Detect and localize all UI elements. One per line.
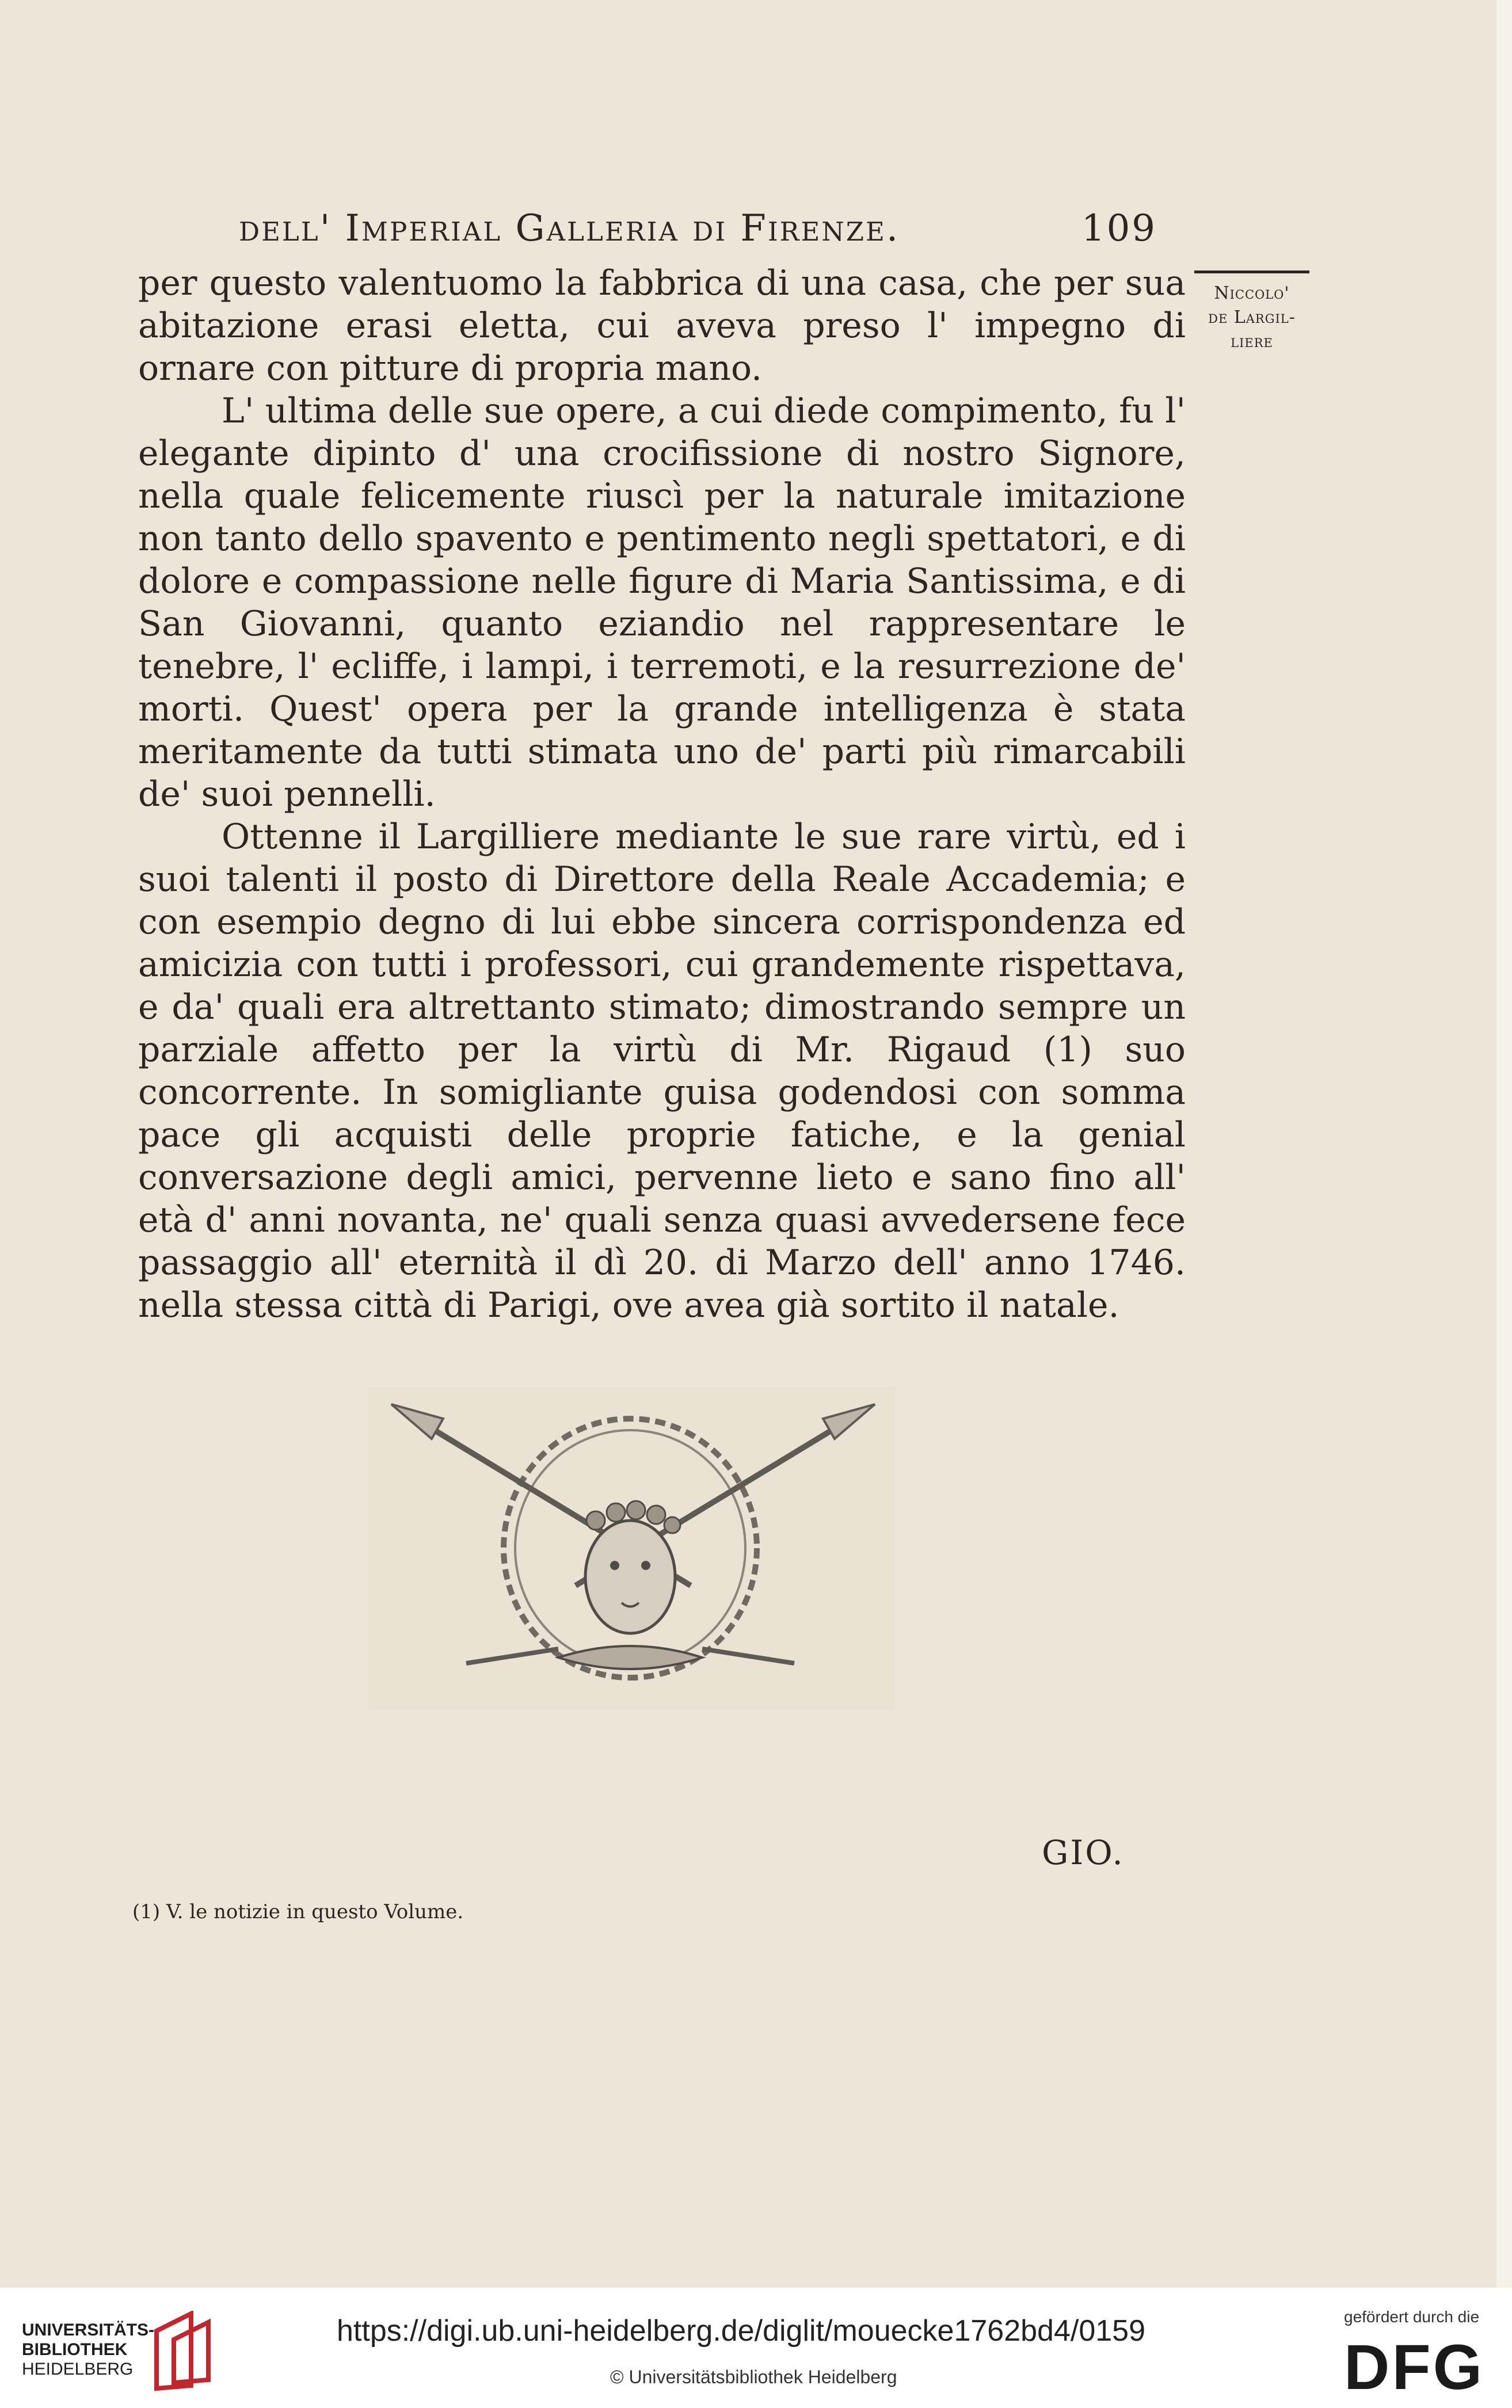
marginal-note-line1: Niccolo'	[1214, 283, 1290, 303]
library-name-line3: HEIDELBERG	[22, 2360, 134, 2379]
library-name-line2: BIBLIOTHEK	[22, 2340, 128, 2359]
marginal-note-line3: liere	[1231, 332, 1273, 352]
body-text	[138, 262, 1186, 1327]
tailpiece-vignette	[368, 1387, 895, 1709]
running-title: dell' Imperial Galleria di Firenze.	[239, 207, 900, 250]
page-number: 109	[1081, 207, 1157, 250]
library-name-line1: UNIVERSITÄTS-	[22, 2321, 155, 2340]
library-logo-icon[interactable]	[151, 2311, 214, 2391]
paragraph-1: per questo valentuomo la fabbrica di una casa, che per sua abitazione erasi eletta, cui aveva preso l' impegno di ornare con pitture di propria mano.	[138, 263, 1186, 388]
footnote: (1) V. le notizie in questo Volume.	[132, 1900, 464, 1923]
marginal-note	[1191, 270, 1312, 354]
library-name	[22, 2321, 154, 2379]
dfg-logo[interactable]: DFG	[1344, 2332, 1485, 2403]
catchword: GIO.	[1042, 1833, 1125, 1872]
marginal-note-line2: de Largil-	[1208, 307, 1296, 327]
funder-label: gefördert durch die	[1344, 2308, 1480, 2326]
paragraph-3: Ottenne il Largilliere mediante le sue rare virtù, ed i suoi talenti il posto di Direttore della Reale Accademia; e con esempio degno di lui ebbe sincera corrispondenza ed amicizia con tutti i professori, cui grandemente rispettava, e da' quali era altrettanto stimato; dimostrando sempre un parziale affetto per la virtù di Mr. Rigaud (1) suo concorrente. In somigliante guisa godendosi con somma pace gli acquisti delle proprie fatiche, e la genial conversazione degli amici, pervenne lieto e sano fino all' età d' anni novanta, ne' quali senza quasi avvedersene fece passaggio all' eternità il dì 20. di Marzo dell' anno 1746. nella stessa città di Parigi, ove avea già sortito il natale.	[138, 817, 1186, 1325]
copyright-notice: © Universitätsbibliothek Heidelberg	[610, 2367, 897, 2387]
permalink-url[interactable]: https://digi.ub.uni-heidelberg.de/diglit/mouecke1762bd4/0159	[337, 2314, 1146, 2348]
page-edge	[1496, 0, 1512, 2288]
paragraph-2: L' ultima delle sue opere, a cui diede compimento, fu l' elegante dipinto d' una crocifissione di nostro Signore, nella quale felicemente riuscì per la naturale imitazione non tanto dello spavento e pentimento negli spettatori, e di dolore e compassione nelle figure di Maria Santissima, e di San Giovanni, quanto eziandio nel rappresentare le tenebre, l' ecliffe, i lampi, i terremoti, e la resurrezione de' morti. Quest' opera per la grande intelligenza è stata meritamente da tutti stimata uno de' parti più rimarcabili de' suoi pennelli.	[138, 391, 1186, 814]
marginal-rule	[1194, 270, 1309, 273]
running-header	[239, 207, 1157, 250]
